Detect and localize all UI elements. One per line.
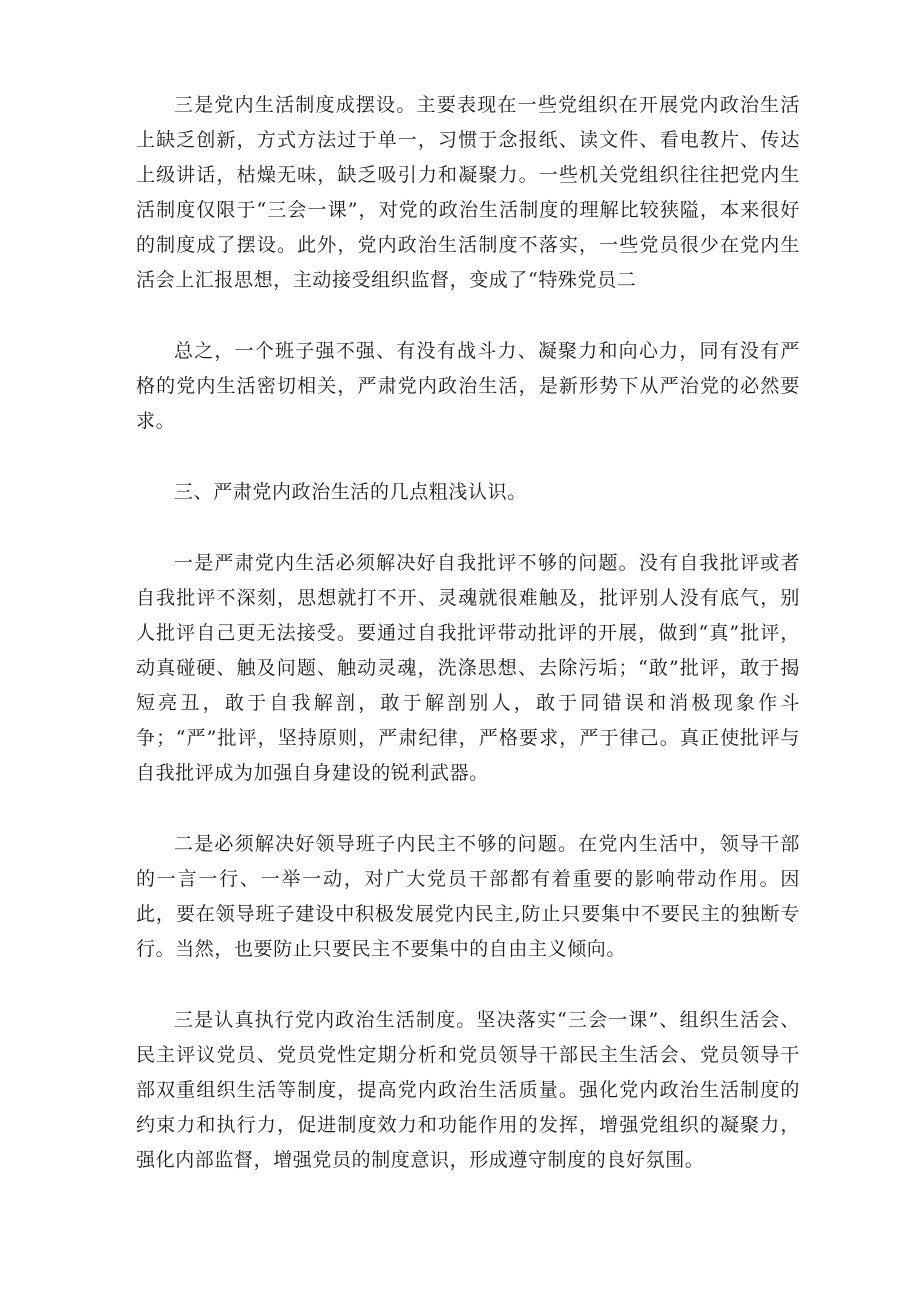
section-heading-three: 三、严肃党内政治生活的几点粗浅认识。	[174, 481, 527, 503]
paragraph-democracy: 二是必须解决好领导班子内民主不够的问题。在党内生活中，领导干部的一言一行、一举一动，对广大党员干部都有着重要的影响带动作用。因此，要在领导班子建设中积极发展党内民主,防止只要集中不要民主的独断专行。当然，也要防止只要民主不要集中的自由主义倾向。	[136, 833, 800, 960]
document-page	[136, 88, 800, 1178]
paragraph-summary: 总之，一个班子强不强、有没有战斗力、凝聚力和向心力，同有没有严格的党内生活密切相关，严肃党内政治生活，是新形势下从严治党的必然要求。	[136, 340, 800, 432]
paragraph-system-execution: 三是认真执行党内政治生活制度。坚决落实“三会一课”、组织生活会、民主评议党员、党员党性定期分析和党员领导干部民主生活会、党员领导干部双重组织生活等制度，提高党内政治生活质量。强化党内政治生活制度的约束力和执行力，促进制度效力和功能作用的发挥，增强党组织的凝聚力，强化内部监督，增强党员的制度意识，形成遵守制度的良好氛围。	[136, 1009, 800, 1171]
paragraph-self-criticism: 一是严肃党内生活必须解决好自我批评不够的问题。没有自我批评或者自我批评不深刻，思想就打不开、灵魂就很难触及，批评别人没有底气，别人批评自己更无法接受。要通过自我批评带动批评的开展，做到“真”批评，动真碰硬、触及问题、触动灵魂，洗涤思想、去除污垢；“敢”批评，敢于揭短亮丑，敢于自我解剖，敢于解剖别人，敢于同错误和消极现象作斗争；“严”批评，坚持原则，严肃纪律，严格要求，严于律己。真正使批评与自我批评成为加强自身建设的锐利武器。	[136, 552, 800, 784]
paragraph-institution-formality: 三是党内生活制度成摆设。主要表现在一些党组织在开展党内政治生活上缺乏创新，方式方法过于单一，习惯于念报纸、读文件、看电教片、传达上级讲话，枯燥无味，缺乏吸引力和凝聚力。一些机关党组织往往把党内生活制度仅限于“三会一课”，对党的政治生活制度的理解比较狭隘，本来很好的制度成了摆设。此外，党内政治生活制度不落实，一些党员很少在党内生活会上汇报思想，主动接受组织监督，变成了“特殊党员二	[136, 94, 800, 291]
